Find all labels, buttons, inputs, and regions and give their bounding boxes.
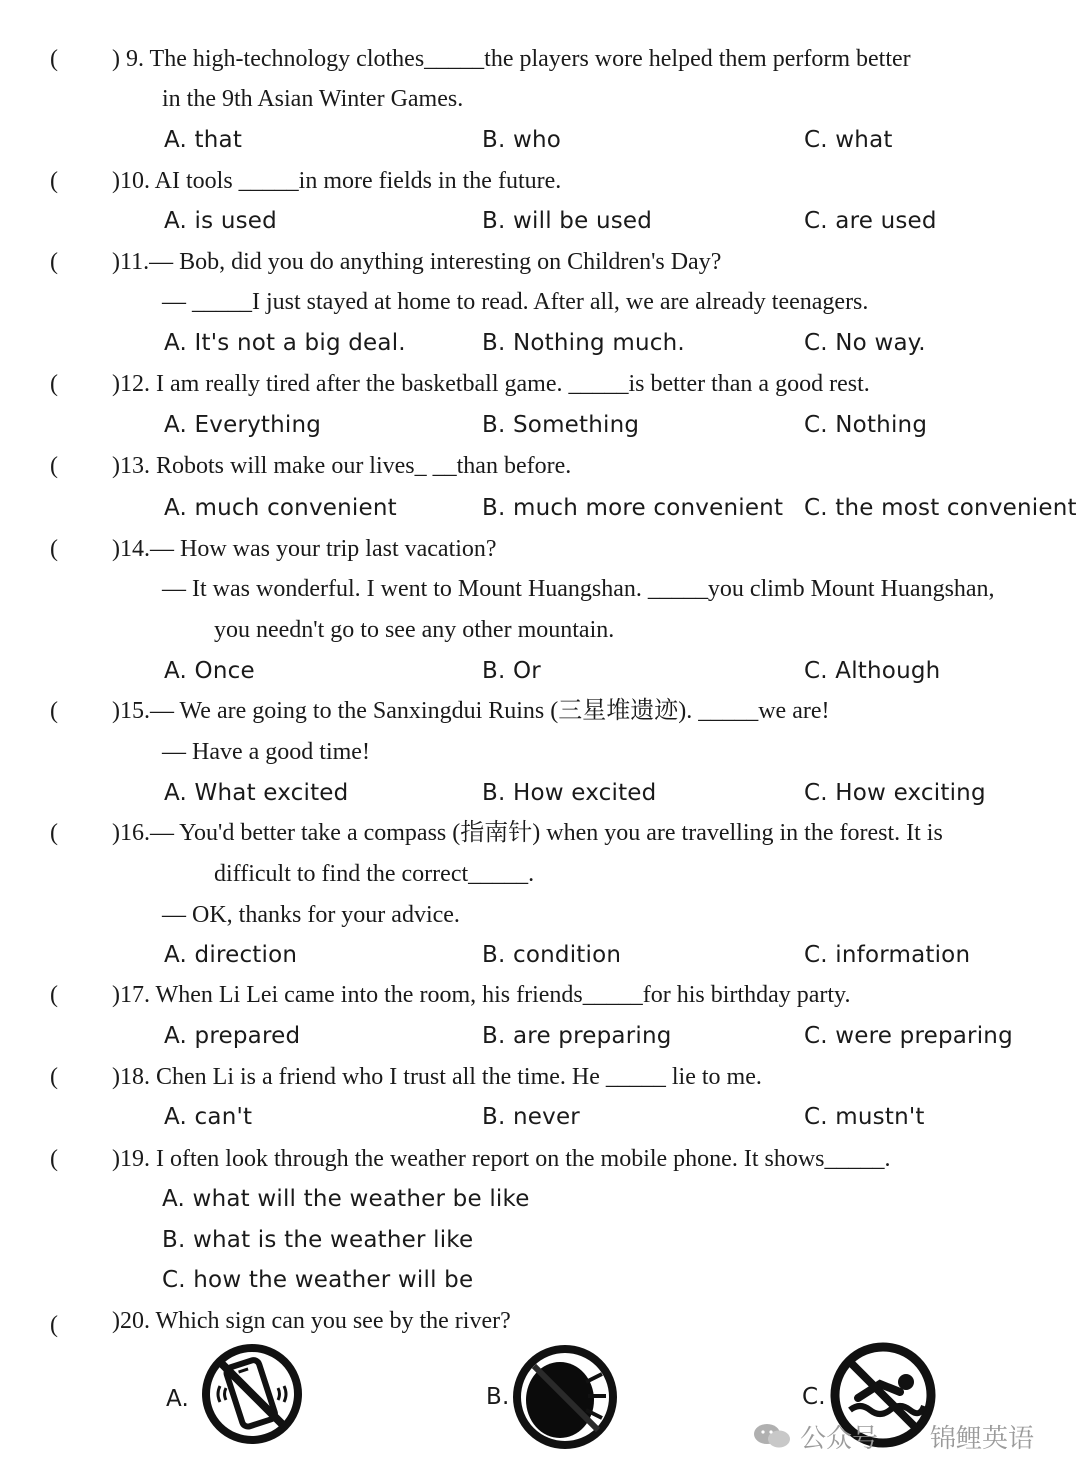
option-b: B. Nothing much. bbox=[482, 330, 685, 356]
answer-paren: ( bbox=[50, 820, 58, 846]
option-a: A. much convenient bbox=[164, 495, 397, 521]
option-b: B. what is the weather like bbox=[162, 1227, 474, 1253]
answer-paren: ( bbox=[50, 249, 58, 275]
question-stem: )20. Which sign can you see by the river? bbox=[112, 1308, 511, 1334]
option-c: C. the most convenient bbox=[804, 495, 1077, 521]
option-c: C. mustn't bbox=[804, 1104, 925, 1130]
answer-paren: ( bbox=[50, 1064, 58, 1090]
option-b: B. condition bbox=[482, 942, 622, 968]
question-continuation: difficult to find the correct_____. bbox=[214, 861, 535, 887]
answer-paren: ( bbox=[50, 371, 58, 397]
option-a: A. What excited bbox=[164, 780, 349, 806]
option-c: C. are used bbox=[804, 208, 937, 234]
question-stem: )13. Robots will make our lives_ __than before. bbox=[112, 453, 572, 479]
option-c: C. bbox=[802, 1384, 826, 1410]
option-a: A. prepared bbox=[164, 1023, 301, 1049]
option-b: B. who bbox=[482, 127, 562, 153]
option-b: B. much more convenient bbox=[482, 495, 784, 521]
option-b: B. Or bbox=[482, 658, 541, 684]
question-stem: )10. AI tools _____in more fields in the future. bbox=[112, 168, 562, 194]
option-a: A. is used bbox=[164, 208, 277, 234]
option-b: B. never bbox=[482, 1104, 580, 1130]
answer-paren: ( bbox=[50, 46, 58, 72]
option-b: B. Something bbox=[482, 412, 640, 438]
question-stem: )16.— You'd better take a compass (指南针) when you are travelling in the forest. It is bbox=[112, 820, 943, 846]
answer-paren: ( bbox=[50, 698, 58, 724]
question-stem: )17. When Li Lei came into the room, his friends_____for his birthday party. bbox=[112, 982, 851, 1008]
option-a: A. It's not a big deal. bbox=[164, 330, 406, 356]
no-noise-icon bbox=[512, 1344, 618, 1450]
option-c: C. what bbox=[804, 127, 893, 153]
question-continuation: in the 9th Asian Winter Games. bbox=[162, 86, 464, 112]
question-stem: )12. I am really tired after the basketball game. _____is better than a good rest. bbox=[112, 371, 870, 397]
option-b: B. bbox=[486, 1384, 510, 1410]
option-a: A. Once bbox=[164, 658, 255, 684]
option-c: C. Nothing bbox=[804, 412, 928, 438]
answer-paren: ( bbox=[50, 982, 58, 1008]
answer-paren: ( bbox=[50, 168, 58, 194]
question-stem: )18. Chen Li is a friend who I trust all the time. He _____ lie to me. bbox=[112, 1064, 762, 1090]
question-stem: )14.— How was your trip last vacation? bbox=[112, 536, 497, 562]
option-a: A. bbox=[166, 1386, 190, 1412]
watermark-name: 锦鲤英语 bbox=[930, 1424, 1035, 1454]
option-b: B. How excited bbox=[482, 780, 657, 806]
answer-paren: ( bbox=[50, 536, 58, 562]
question-stem: )19. I often look through the weather report on the mobile phone. It shows_____. bbox=[112, 1146, 891, 1172]
no-phone-icon bbox=[200, 1342, 304, 1446]
dialogue-reply: — _____I just stayed at home to read. After all, we are already teenagers. bbox=[162, 289, 869, 315]
watermark-source: 公众号 bbox=[800, 1424, 879, 1454]
option-a: A. Everything bbox=[164, 412, 322, 438]
question-continuation: you needn't go to see any other mountain. bbox=[214, 617, 615, 643]
question-stem: )11.— Bob, did you do anything interesting on Children's Day? bbox=[112, 249, 722, 275]
option-a: A. that bbox=[164, 127, 243, 153]
watermark bbox=[752, 1416, 1052, 1456]
wechat-icon bbox=[752, 1422, 792, 1450]
answer-paren: ( bbox=[50, 453, 58, 479]
option-b: B. are preparing bbox=[482, 1023, 672, 1049]
option-c: C. Although bbox=[804, 658, 941, 684]
option-c: C. were preparing bbox=[804, 1023, 1013, 1049]
option-a: A. can't bbox=[164, 1104, 253, 1130]
option-c: C. information bbox=[804, 942, 971, 968]
answer-paren: ( bbox=[50, 1312, 58, 1338]
option-a: A. direction bbox=[164, 942, 298, 968]
dialogue-reply: — Have a good time! bbox=[162, 739, 370, 765]
option-c: C. how the weather will be bbox=[162, 1267, 474, 1293]
option-c: C. How exciting bbox=[804, 780, 986, 806]
dialogue-reply: — It was wonderful. I went to Mount Huangshan. _____you climb Mount Huangshan, bbox=[162, 576, 995, 602]
dialogue-reply: — OK, thanks for your advice. bbox=[162, 902, 460, 928]
option-b: B. will be used bbox=[482, 208, 653, 234]
answer-paren: ( bbox=[50, 1146, 58, 1172]
question-stem: )15.— We are going to the Sanxingdui Ruins (三星堆遗迹). _____we are! bbox=[112, 698, 830, 724]
option-a: A. what will the weather be like bbox=[162, 1186, 530, 1212]
option-c: C. No way. bbox=[804, 330, 926, 356]
question-stem: ) 9. The high-technology clothes_____the players wore helped them perform better bbox=[112, 46, 911, 72]
